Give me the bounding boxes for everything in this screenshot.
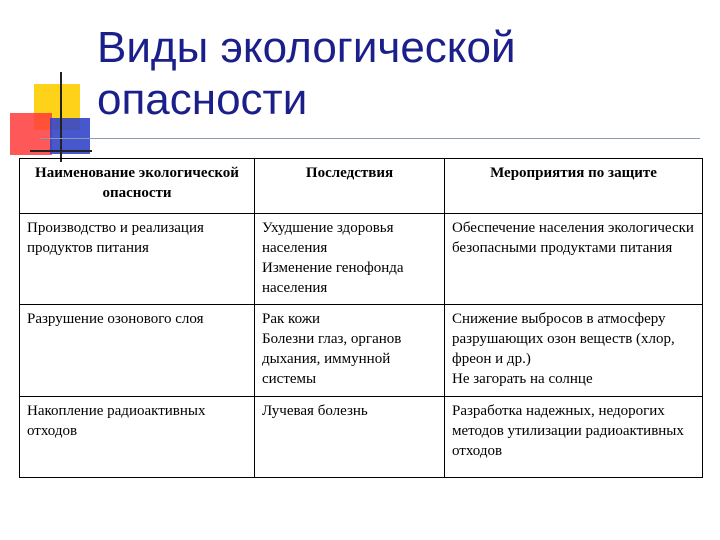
hazard-cell: Накопление радиоактивных отходов — [20, 397, 255, 478]
table-row — [20, 214, 703, 305]
consequence-item: Изменение генофонда населения — [262, 260, 404, 296]
consequence-item: Лучевая болезнь — [262, 403, 368, 419]
consequences-cell — [255, 305, 445, 397]
hazards-table — [19, 158, 703, 478]
measure-item: Не загорать на солнце — [452, 371, 593, 387]
hazard-cell: Разрушение озонового слоя — [20, 305, 255, 397]
measures-cell — [445, 305, 703, 397]
measures-cell — [445, 214, 703, 305]
consequence-item: Рак кожи — [262, 311, 321, 327]
measure-item: Обеспечение населения экологически безопасными продуктами питания — [452, 220, 694, 256]
header-measures: Мероприятия по защите — [445, 159, 703, 214]
decor-blue-square — [50, 118, 90, 154]
consequence-item: Болезни глаз, органов дыхания, иммунной системы — [262, 331, 402, 387]
measure-item: Разработка надежных, недорогих методов утилизации радиоактивных отходов — [452, 403, 684, 459]
consequences-cell — [255, 214, 445, 305]
table-header-row — [20, 159, 703, 214]
hazard-cell: Производство и реализация продуктов питания — [20, 214, 255, 305]
measures-cell — [445, 397, 703, 478]
table-row — [20, 305, 703, 397]
measure-item: Снижение выбросов в атмосферу разрушающих озон веществ (хлор, фреон и др.) — [452, 311, 675, 367]
decor-vertical-line — [60, 72, 62, 162]
table-row — [20, 397, 703, 478]
header-consequences: Последствия — [255, 159, 445, 214]
decor-horizontal-rule — [40, 138, 700, 139]
consequences-cell — [255, 397, 445, 478]
consequence-item: Ухудшение здоровья населения — [262, 220, 394, 256]
slide-title: Виды экологической опасности — [97, 23, 516, 124]
decor-short-rule — [30, 150, 92, 152]
decor-red-square — [10, 113, 52, 155]
header-hazard: Наименование экологической опасности — [20, 159, 255, 214]
